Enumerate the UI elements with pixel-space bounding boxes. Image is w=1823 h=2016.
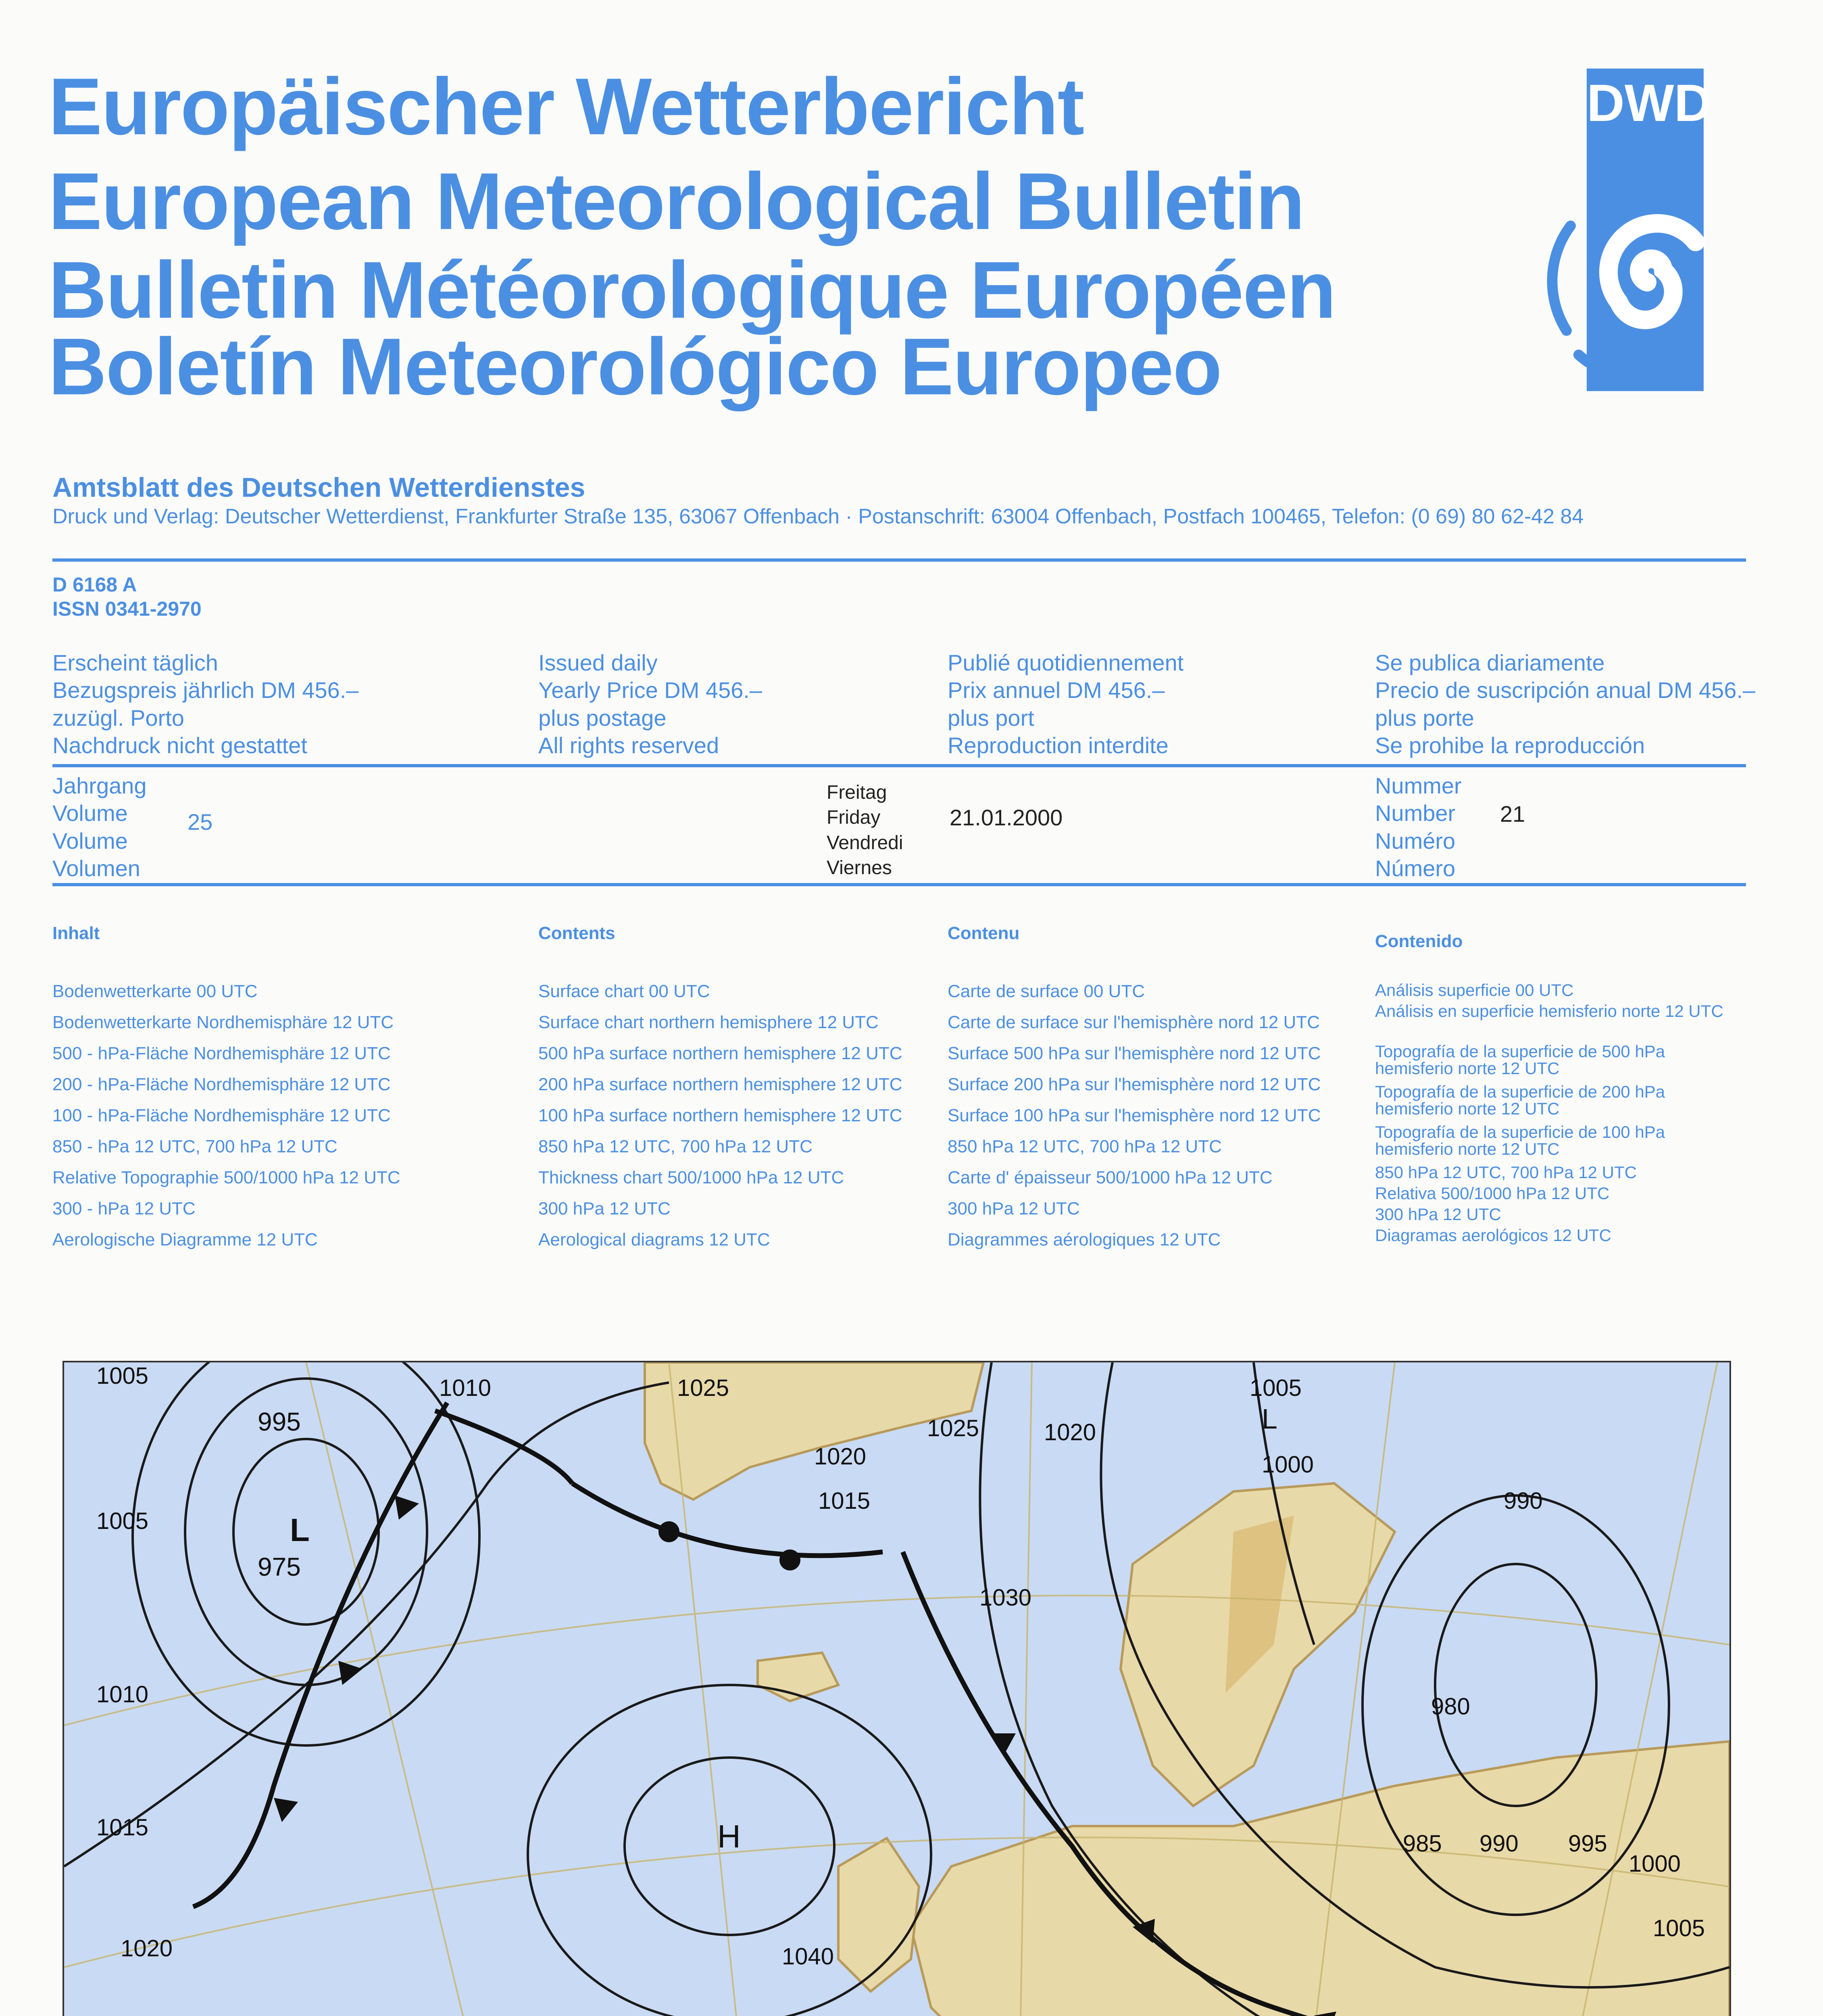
front-triangle (992, 1733, 1016, 1756)
contents-german (52, 923, 400, 1255)
number-label: Nummer (1375, 773, 1462, 798)
warm-front-bump (779, 1549, 800, 1570)
spiral-icon (1534, 165, 1760, 391)
low-pressure-center: L (290, 1512, 310, 1548)
d-number: D 6168 A (52, 573, 137, 596)
pub-line: Issued daily (538, 650, 658, 675)
official-heading: Amtsblatt des Deutschen Wetterdienstes (52, 472, 585, 503)
pub-line: Se prohibe la reproducción (1375, 732, 1645, 758)
title-german: Europäischer Wetterbericht (48, 62, 1084, 152)
contents-item: Carte d' épaisseur 500/1000 hPa 12 UTC (948, 1168, 1273, 1187)
contents-item: Surface 200 hPa sur l'hemisphère nord 12 UTC (948, 1075, 1321, 1094)
issue-number: 21 (1500, 801, 1525, 827)
isobar-label: 1010 (96, 1681, 149, 1708)
contents-item: Análisis superficie 00 UTC (1375, 981, 1574, 1000)
volume-label: Jahrgang (52, 773, 147, 798)
contents-item: 500 - hPa-Fläche Nordhemisphäre 12 UTC (52, 1043, 391, 1063)
contents-heading: Contenu (948, 923, 1020, 943)
pub-line: plus port (948, 705, 1034, 731)
ids (52, 573, 202, 621)
title-english: European Meteorological Bulletin (48, 156, 1304, 246)
contents-item: Thickness chart 500/1000 hPa 12 UTC (538, 1168, 844, 1187)
number-label: Number (1375, 800, 1456, 826)
contents-item: Surface chart northern hemisphere 12 UTC (538, 1012, 879, 1032)
number-label: Numéro (1375, 828, 1456, 854)
isobar-label: 1025 (677, 1375, 729, 1401)
isobar-label: 985 (1403, 1831, 1442, 1857)
pub-line: plus postage (538, 705, 667, 731)
pub-line: plus porte (1375, 705, 1474, 731)
volume-label: Volume (52, 828, 128, 854)
pub-line: zuzügl. Porto (52, 705, 184, 731)
contents-english (538, 923, 902, 1255)
front-triangle (395, 1495, 419, 1520)
contents-item: Aerologische Diagramme 12 UTC (52, 1230, 318, 1250)
pub-line: Reproduction interdite (948, 732, 1169, 758)
day-labels (827, 780, 903, 881)
pub-line: Precio de suscripción anual DM 456.– (1375, 677, 1756, 703)
contents-item: Topografía de la superficie de 100 hPa hemisferio norte 12 UTC (1375, 1123, 1665, 1158)
pub-line: Nachdruck nicht gestattet (52, 732, 307, 758)
isobar-label: 990 (1479, 1831, 1519, 1857)
isobar-label: 1020 (1044, 1419, 1096, 1445)
dwd-logo (1587, 69, 1712, 391)
contents-spanish (1375, 931, 1730, 1248)
contents-item: Topografía de la superficie de 500 hPa hemisferio norte 12 UTC (1375, 1042, 1665, 1078)
divider (52, 883, 1746, 886)
contents-item: Surface chart 00 UTC (538, 981, 710, 1001)
contents-item: Relativa 500/1000 hPa 12 UTC (1375, 1184, 1610, 1203)
isobar-label: 1000 (1629, 1851, 1681, 1877)
pub-line: Prix annuel DM 456.– (948, 677, 1165, 703)
number-labels (1375, 772, 1462, 882)
contents-heading: Contents (538, 923, 615, 943)
front-triangle (338, 1661, 363, 1685)
contents-item: 300 hPa 12 UTC (1375, 1205, 1501, 1224)
low-pressure-center: L (1262, 1403, 1277, 1435)
contents-item: Aerological diagrams 12 UTC (538, 1230, 770, 1250)
parallel-line (64, 1595, 1729, 1725)
pub-line: Publié quotidiennement (948, 650, 1184, 675)
pub-info-spanish (1375, 649, 1755, 759)
isobar-label: 975 (258, 1552, 301, 1581)
pub-line: Erscheint täglich (52, 650, 218, 675)
contents-item: 100 hPa surface northern hemisphere 12 UTC (538, 1106, 902, 1125)
contents-item: Relative Topographie 500/1000 hPa 12 UTC (52, 1168, 400, 1187)
isobar-label: 1010 (439, 1375, 492, 1401)
isobar-label: 1030 (979, 1585, 1032, 1611)
day-label: Viernes (827, 857, 892, 879)
isobar-label: 1025 (927, 1415, 979, 1441)
volume-value: 25 (188, 809, 213, 835)
contents-item: Análisis en superficie hemisferio norte 12 UTC (1375, 1002, 1723, 1020)
contents-item: 500 hPa surface northern hemisphere 12 UTC (538, 1043, 902, 1063)
contents-item: 850 hPa 12 UTC, 700 hPa 12 UTC (948, 1137, 1222, 1156)
publisher-address: Druck und Verlag: Deutscher Wetterdienst, Frankfurter Straße 135, 63067 Offenbach · Postanschrift: 63004 Offenbach, Postfach 100465, Telefon: (0 69) 80 62-42 84 (52, 505, 1584, 528)
isobar-label: 1015 (818, 1488, 871, 1514)
contents-heading: Inhalt (52, 923, 100, 943)
isobar-label: 1005 (96, 1508, 149, 1534)
contents-item: Diagramas aerológicos 12 UTC (1375, 1226, 1611, 1245)
isobar-label: 1015 (96, 1814, 149, 1841)
contents-french (948, 923, 1321, 1255)
pub-info-french (948, 649, 1183, 759)
contents-item: 300 hPa 12 UTC (948, 1199, 1080, 1218)
isobar-label: 980 (1431, 1693, 1470, 1720)
isobar-label: 1005 (96, 1363, 149, 1389)
contents-item: Bodenwetterkarte Nordhemisphäre 12 UTC (52, 1012, 394, 1032)
number-label: Número (1375, 855, 1456, 881)
isobar-label: 995 (258, 1407, 301, 1436)
contents-item: Surface 100 hPa sur l'hemisphère nord 12 UTC (948, 1106, 1321, 1125)
divider (52, 764, 1746, 767)
cold-front (193, 1403, 447, 1907)
pub-line: Se publica diariamente (1375, 650, 1605, 675)
contents-item: 300 hPa 12 UTC (538, 1199, 671, 1218)
isobar (64, 1383, 669, 1866)
pub-line: Yearly Price DM 456.– (538, 677, 763, 703)
issue-date: 21.01.2000 (950, 805, 1063, 830)
contents-item: Topografía de la superficie de 200 hPa hemisferio norte 12 UTC (1375, 1082, 1665, 1118)
occluded-front (435, 1411, 572, 1483)
isobar-label: 1020 (121, 1935, 173, 1962)
volume-label: Volumen (52, 855, 140, 881)
pub-line: All rights reserved (538, 732, 719, 758)
isobar-label: 1020 (814, 1443, 867, 1470)
isobar-label: 1040 (782, 1943, 834, 1970)
divider (52, 558, 1746, 562)
europe-land (911, 1741, 1729, 2016)
contents-item: 850 hPa 12 UTC, 700 hPa 12 UTC (538, 1137, 813, 1156)
contents-item: Diagrammes aérologiques 12 UTC (948, 1230, 1221, 1250)
contents-item: 850 hPa 12 UTC, 700 hPa 12 UTC (1375, 1163, 1637, 1182)
isobar-label: 995 (1568, 1831, 1607, 1857)
contents-item: Surface 500 hPa sur l'hemisphère nord 12 UTC (948, 1043, 1321, 1063)
title-french: Bulletin Météorologique Européen (48, 245, 1335, 335)
contents-item: Carte de surface sur l'hemisphère nord 12 UTC (948, 1012, 1320, 1032)
day-label: Friday (827, 807, 881, 829)
contents-heading: Contenido (1375, 931, 1463, 951)
warm-front-bump (658, 1521, 679, 1542)
isobar-label: 1005 (1250, 1375, 1302, 1401)
front-triangle (274, 1798, 298, 1822)
contents-item: 200 - hPa-Fläche Nordhemisphäre 12 UTC (52, 1075, 391, 1094)
contents-item: 200 hPa surface northern hemisphere 12 UTC (538, 1075, 902, 1094)
isobar-label: 1005 (1653, 1915, 1705, 1941)
day-label: Freitag (827, 782, 887, 803)
day-label: Vendredi (827, 832, 903, 854)
title-spanish: Boletín Meteorológico Europeo (48, 322, 1221, 412)
weather-map-drawing (64, 1362, 1729, 2016)
volume-labels (52, 772, 147, 882)
pub-info-english (538, 649, 762, 759)
issn: ISSN 0341-2970 (52, 598, 202, 620)
surface-weather-map (63, 1361, 1731, 2016)
pub-info-german (52, 649, 358, 759)
dwd-logo-text: DWD (1587, 73, 1712, 132)
contents-item: 850 - hPa 12 UTC, 700 hPa 12 UTC (52, 1137, 338, 1156)
contents-item: Bodenwetterkarte 00 UTC (52, 981, 258, 1001)
contents-item: Carte de surface 00 UTC (948, 981, 1145, 1001)
contents-item: 100 - hPa-Fläche Nordhemisphäre 12 UTC (52, 1106, 391, 1125)
isobar-label: 990 (1504, 1488, 1543, 1514)
volume-label: Volume (52, 800, 128, 826)
pub-line: Bezugspreis jährlich DM 456.– (52, 677, 359, 703)
isobar-label: 1000 (1262, 1452, 1314, 1478)
contents-item: 300 - hPa 12 UTC (52, 1199, 196, 1218)
high-pressure-center: H (717, 1818, 741, 1854)
